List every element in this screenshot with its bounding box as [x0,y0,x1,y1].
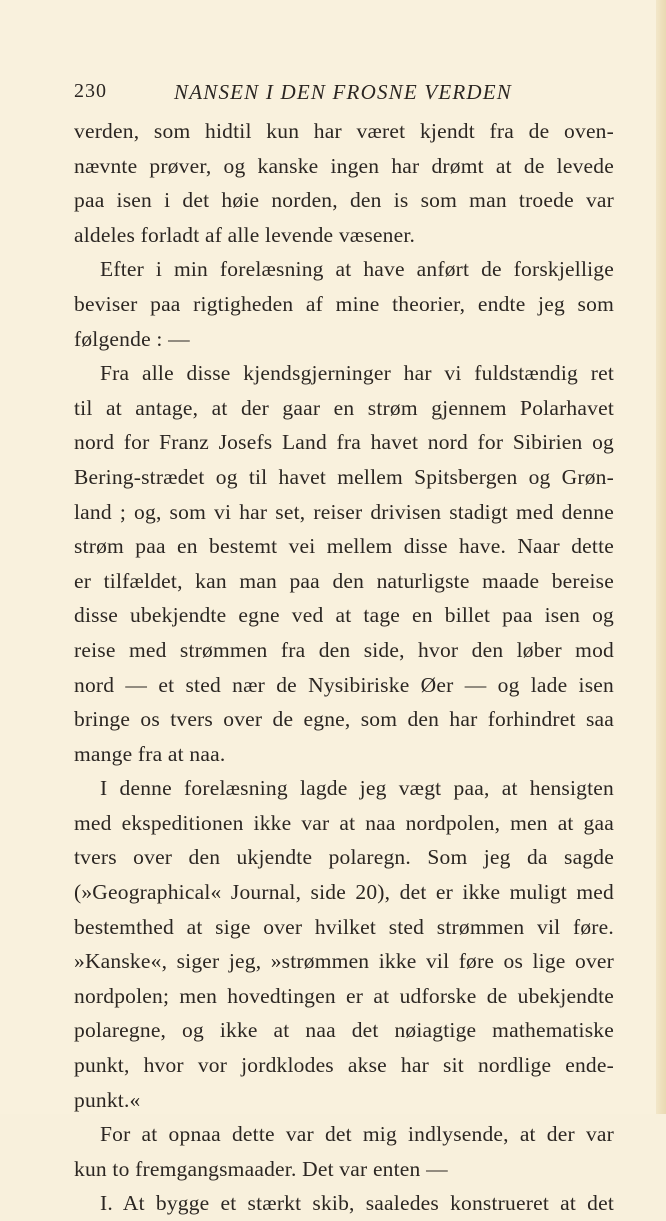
text-line: nævnte prøver, og kanske ingen har drømt at de levede [74,153,614,178]
text-line: Bering-strædet og til havet mellem Spitsbergen og Grøn- [74,464,614,489]
text-line: med ekspeditionen ikke var at naa nordpolen, men at gaa [74,810,614,835]
text-line: I denne forelæsning lagde jeg vægt paa, at hensigten [100,776,614,801]
text-line: nordpolen; men hovedtingen er at udforske de ubekjendte [74,983,614,1008]
body-text [74,114,614,1221]
text-line: Fra alle disse kjendsgjerninger har vi fuldstændig ret [100,361,614,386]
text-line: I. At bygge et stærkt skib, saaledes konstrueret at det [100,1191,614,1216]
text-line: paa isen i det høie norden, den is som man troede var [74,188,614,213]
text-line: nord for Franz Josefs Land fra havet nord for Sibirien og [74,430,614,455]
text-line: punkt, hvor vor jordklodes akse har sit nordlige ende- [74,1053,614,1078]
text-line: tvers over den ukjendte polaregn. Som jeg da sagde [74,845,614,870]
text-line: kun to fremgangsmaader. Det var enten — [74,1156,448,1181]
text-line: strøm paa en bestemt vei mellem disse have. Naar dette [74,534,614,559]
text-line: aldeles forladt af alle levende væsener. [74,222,416,247]
text-line: bringe os tvers over de egne, som den har forhindret saa [74,707,614,732]
text-line: følgende : — [74,326,190,351]
text-line: (»Geographical« Journal, side 20), det er ikke muligt med [74,880,614,905]
text-line: For at opnaa dette var det mig indlysende, at der var [100,1122,614,1147]
running-title: NANSEN I DEN FROSNE VERDEN [174,80,513,104]
text-line: disse ubekjendte egne ved at tage en billet paa isen og [74,603,614,628]
text-line: beviser paa rigtigheden af mine theorier, endte jeg som [74,291,614,316]
text-line: til at antage, at der gaar en strøm gjennem Polarhavet [74,395,614,420]
text-line: er tilfældet, kan man paa den naturligste maade bereise [74,568,614,593]
text-line: nord — et sted nær de Nysibiriske Øer — og lade isen [74,672,614,697]
page-number: 230 [74,80,107,102]
text-line: »Kanske«, siger jeg, »strømmen ikke vil føre os lige over [74,949,614,974]
page-header [74,80,614,108]
page-edge [656,0,666,1114]
text-line: bestemthed at sige over hvilket sted strømmen vil føre. [74,914,614,939]
text-line: mange fra at naa. [74,741,226,766]
text-line: polaregne, og ikke at naa det nøiagtige mathematiske [74,1018,614,1043]
text-line: verden, som hidtil kun har været kjendt fra de oven- [74,119,614,143]
text-line: Efter i min forelæsning at have anført de forskjellige [100,257,614,282]
text-line: reise med strømmen fra den side, hvor den løber mod [74,637,614,662]
text-line: land ; og, som vi har set, reiser drivisen stadigt med denne [74,499,614,524]
text-line: punkt.« [74,1087,141,1112]
